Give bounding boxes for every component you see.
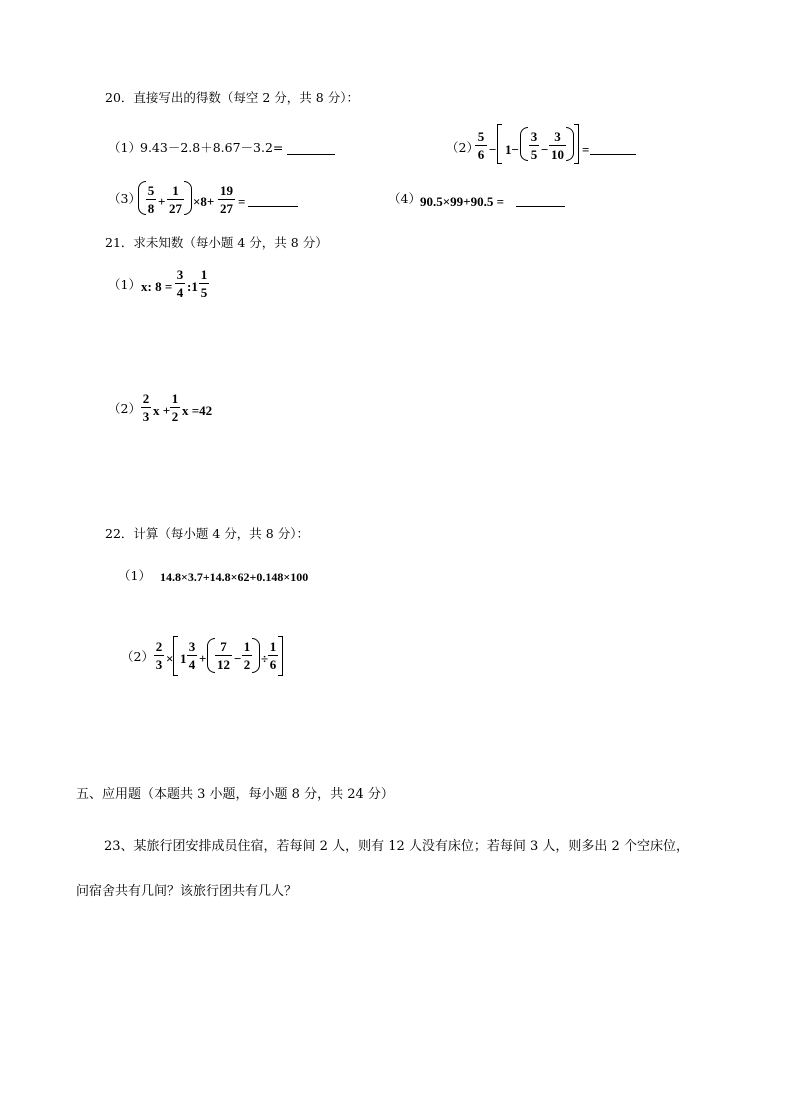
right-bracket: [574, 124, 579, 164]
answer-blank[interactable]: [590, 154, 636, 155]
q20-p3-eq: =: [238, 194, 246, 209]
q20-p3-plus: +: [158, 194, 166, 209]
answer-blank[interactable]: [248, 206, 298, 207]
q22-p1-expr: 14.8×3.7+14.8×62+0.148×100: [160, 570, 309, 584]
q22-p1-label: （1）: [118, 568, 151, 583]
right-paren: [252, 638, 260, 673]
q20-p2-minus2: −: [541, 142, 549, 157]
left-bracket: [173, 636, 178, 676]
fraction: $\frac{3}{4}$: [176, 267, 184, 300]
q22-p2-plus: +: [199, 651, 207, 666]
fraction: $\frac{5}{8}$: [147, 183, 155, 216]
q21-p1-label: （1）: [108, 277, 141, 292]
section5-heading: 五、应用题（本题共 3 小题，每小题 8 分，共 24 分）: [76, 787, 394, 802]
q20-p3-times: ×8+: [193, 194, 215, 209]
q22-p2-one: 1: [180, 651, 187, 666]
right-bracket: [278, 636, 283, 676]
right-paren: [566, 127, 574, 161]
fraction: $\frac{1}{2}$: [243, 639, 251, 672]
fraction: $\frac{1}{5}$: [200, 267, 208, 300]
q21-p1-colon: :1: [187, 279, 198, 294]
fraction: $\frac{5}{6}$: [475, 130, 487, 161]
q20-p1-label: （1）: [108, 140, 141, 155]
q20-p1-expr: 9.43－2.8＋8.67－3.2=: [140, 140, 284, 155]
q21-p2-x1: x +: [153, 403, 171, 418]
q21-p2-x2: x =42: [182, 403, 213, 418]
fraction: $\frac{7}{12}$: [217, 639, 230, 672]
left-paren: [138, 181, 146, 215]
q20-p2-eq: =: [582, 142, 590, 157]
q22-heading: 22．计算（每小题 4 分，共 8 分）：: [105, 526, 309, 541]
q21-p2-label: （2）: [108, 401, 141, 416]
left-paren: [520, 127, 528, 161]
q22-p2-minus: −: [234, 651, 242, 666]
fraction: $\frac{3}{5}$: [530, 129, 538, 162]
fraction: $\frac{1}{2}$: [171, 391, 179, 424]
q22-p2-div: ÷: [261, 651, 269, 666]
q20-p4-expr: 90.5×99+90.5 =: [420, 194, 504, 209]
q20-p2-one: 1−: [505, 142, 519, 157]
fraction: $\frac{2}{3}$: [155, 639, 163, 672]
q21-heading: 21．求未知数（每小题 4 分，共 8 分）: [105, 235, 328, 250]
fraction: $\frac{1}{6}$: [269, 639, 277, 672]
fraction: $\frac{3}{10}$: [551, 129, 564, 162]
q21-p1-lhs: x: 8 =: [141, 279, 173, 294]
answer-blank[interactable]: [516, 206, 565, 207]
fraction: $\frac{3}{4}$: [188, 639, 196, 672]
fraction: $\frac{1}{27}$: [169, 183, 182, 216]
fraction: $\frac{19}{27}$: [220, 183, 233, 216]
left-bracket: [497, 124, 502, 164]
q20-heading: 20．直接写出的得数（每空 2 分，共 8 分）：: [105, 90, 359, 105]
right-paren: [184, 181, 192, 215]
q20-p3-label: （3）: [108, 191, 141, 206]
q20-p2-label: （2）: [446, 140, 479, 155]
q22-p2-times: ×: [166, 651, 174, 666]
left-paren: [207, 638, 215, 673]
q20-p4-label: （4）: [388, 191, 421, 206]
q20-p2-minus: −: [489, 142, 497, 157]
q23-line1: 23、某旅行团安排成员住宿，若每间 2 人，则有 12 人没有床位；若每间 3 人，则多出 2 个空床位，: [104, 839, 689, 854]
fraction: $\frac{2}{3}$: [142, 391, 150, 424]
q22-p2-label: （2）: [121, 649, 154, 664]
answer-blank[interactable]: [287, 154, 335, 155]
q23-line2: 问宿舍共有几间？该旅行团共有几人？: [76, 884, 298, 899]
